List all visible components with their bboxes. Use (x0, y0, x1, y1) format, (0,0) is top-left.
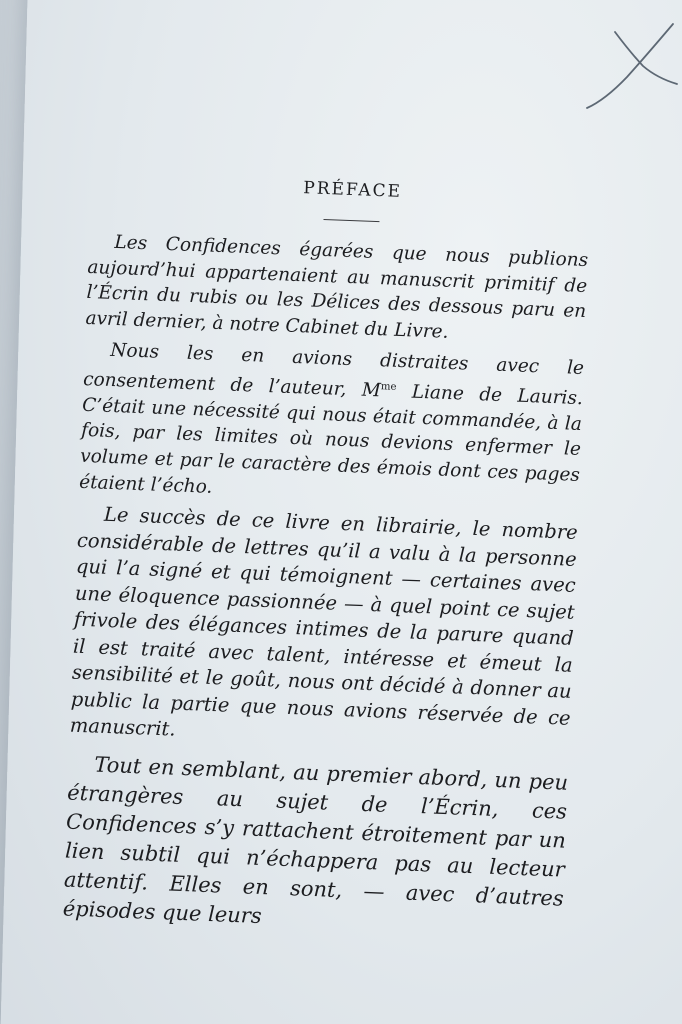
paragraph-3-text: Le succès de ce livre en librairie, le nombre considérable de lettres qu’il a valu à la personne qui l’a signé et qui témoignent — certaines avec une éloquence passionnée — à quel point ce sujet frivole des élégances intimes de la parure quand il est traité avec talent, intéresse et émeut la sensibilité et le goût, nous ont décidé à donner au public la partie que nous avions réservée de ce manuscrit. (69, 502, 579, 741)
paragraph-1 (85, 229, 589, 350)
paragraph-4-text: Tout en semblant, au premier abord, un peu étrangères au sujet de l’Écrin, ces Confidences s’y rattachent étroitement par un lien subtil qui n’échappera pas au lecteur attentif. Elles en sont, — avec d’autres épisodes que leurs (62, 752, 569, 928)
preface-heading: PRÉFACE (302, 178, 403, 202)
paragraph-2-text-after: Liane de Lauris. C’était une nécessité qui nous était commandée, à la fois, par les limites où nous devions enfermer le volume et par le caractère des émois dont ces pages étaient l’écho. (78, 380, 584, 498)
paragraph-2-text-before: Nous les en avions distraites avec le consentement de l’auteur, M (82, 340, 585, 402)
paragraph-1-text: Les Confidences égarées que nous publions aujourd’hui appartenaient au manuscrit primitif de l’Écrin du rubis ou les Délices des dessous paru en avril dernier, à notre Cabinet du Livre. (85, 231, 589, 343)
paragraph-2-superscript: me (380, 381, 397, 393)
pencil-x-mark-icon (585, 22, 680, 112)
paragraph-3 (69, 501, 578, 759)
heading-rule (323, 219, 379, 222)
paragraph-2 (79, 337, 585, 514)
preface-text-block (62, 150, 592, 948)
paragraph-4 (62, 749, 568, 942)
